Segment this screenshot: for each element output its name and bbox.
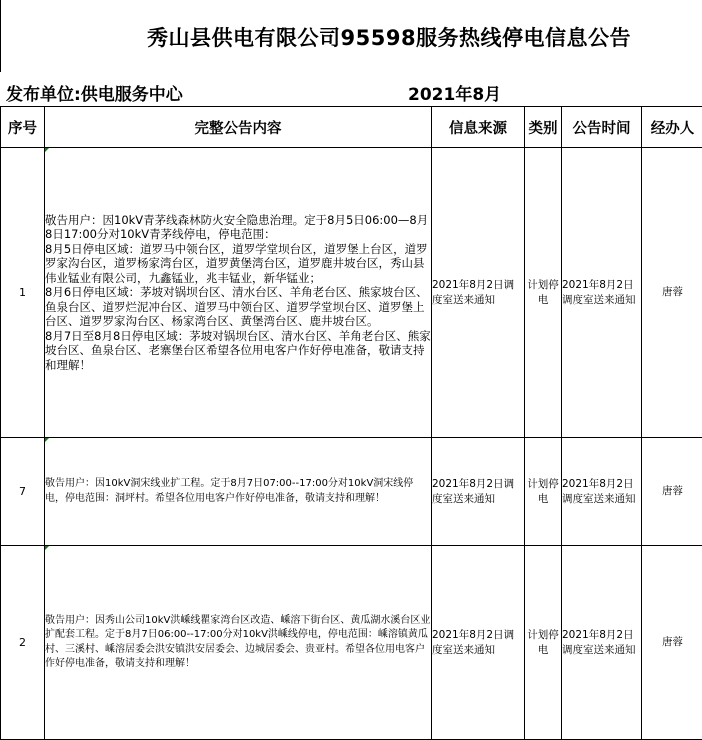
row-seq[interactable]: 7	[1, 438, 45, 546]
row-handler[interactable]: 唐蓉	[642, 546, 702, 740]
row-source[interactable]: 2021年8月2日调度室送来通知	[432, 546, 525, 740]
notice-table	[0, 106, 702, 740]
row-handler[interactable]: 唐蓉	[642, 438, 702, 546]
row-seq[interactable]: 1	[1, 148, 45, 438]
header-seq: 序号	[1, 107, 45, 148]
row-source[interactable]: 2021年8月2日调度室送来通知	[432, 148, 525, 438]
header-category: 类别	[525, 107, 562, 148]
header-source: 信息来源	[432, 107, 525, 148]
header-handler: 经办人	[642, 107, 702, 148]
row-seq[interactable]: 2	[1, 546, 45, 740]
row-category[interactable]: 计划停电	[525, 148, 562, 438]
table-row	[1, 438, 702, 546]
row-category[interactable]: 计划停电	[525, 438, 562, 546]
row-time[interactable]: 2021年8月2日调度室送来通知	[562, 546, 642, 740]
header-row	[1, 107, 702, 148]
row-time[interactable]: 2021年8月2日调度室送来通知	[562, 438, 642, 546]
header-content: 完整公告内容	[45, 107, 432, 148]
row-content-text: 敬告用户：因10kV洞宋线业扩工程。定于8月7日07:00--17:00分对10kV洞宋线停电，停电范围：洞坪村。希望各位用电客户作好停电准备，敬请支持和理解！	[45, 478, 413, 504]
title-row	[0, 0, 702, 72]
row-handler[interactable]: 唐蓉	[642, 148, 702, 438]
page-title: 秀山县供电有限公司95598服务热线停电信息公告	[147, 22, 631, 52]
table-row	[1, 546, 702, 740]
cell-comment-marker	[45, 546, 49, 550]
row-content[interactable]	[45, 438, 432, 546]
cell-comment-marker	[45, 438, 49, 442]
table-row	[1, 148, 702, 438]
row-content-text: 敬告用户：因秀山公司10kV洪嵊线瞿家湾台区改造、嵊溶下街台区、黄瓜湖水溪台区业扩配套工程。定于8月7日06:00--17:00分对10kV洪嵊线停电，停电范围：嵊溶镇黄瓜村、三溪村、嵊溶居委会洪安镇洪安居委会、边城居委会、贵亚村。希望各位用电客户作好停电准备，敬请支持和理解！	[45, 615, 430, 670]
row-content[interactable]	[45, 546, 432, 740]
row-time[interactable]: 2021年8月2日调度室送来通知	[562, 148, 642, 438]
row-source[interactable]: 2021年8月2日调度室送来通知	[432, 438, 525, 546]
row-content[interactable]	[45, 148, 432, 438]
month-label: 2021年8月	[408, 80, 501, 105]
row-category[interactable]: 计划停电	[525, 546, 562, 740]
publisher-label: 发布单位:供电服务中心	[6, 80, 183, 105]
row-content-text: 敬告用户：因10kV青茅线森林防火安全隐患治理。定于8月5日06:00—8月8日17:00分对10kV青茅线停电，停电范围： 8月5日停电区域：道罗马中领台区，道罗学堂坝台区，道罗堡上台区，道罗罗家沟台区，道罗杨家湾台区，道罗黄堡湾台区，道罗鹿井坡台区，秀山县伟业锰业有限公司，九鑫锰业，兆丰锰业，新华锰业； 8月6日停电区域：茅坡对锅坝台区、清水台区、羊角老台区、熊家坡台区、鱼泉台区、道罗烂泥冲台区、道罗马中领台区、道罗学堂坝台区、道罗堡上台区、道罗罗家沟台区、杨家湾台区、黄堡湾台区、鹿井坡台区。 8月7日至8月8日停电区域：茅坡对锅坝台区、清水台区、羊角老台区、熊家坡台区、鱼泉台区、老寨堡台区希望各位用电客户作好停电准备，敬请支持和理解！	[45, 213, 431, 372]
header-time: 公告时间	[562, 107, 642, 148]
cell-comment-marker	[45, 148, 49, 152]
